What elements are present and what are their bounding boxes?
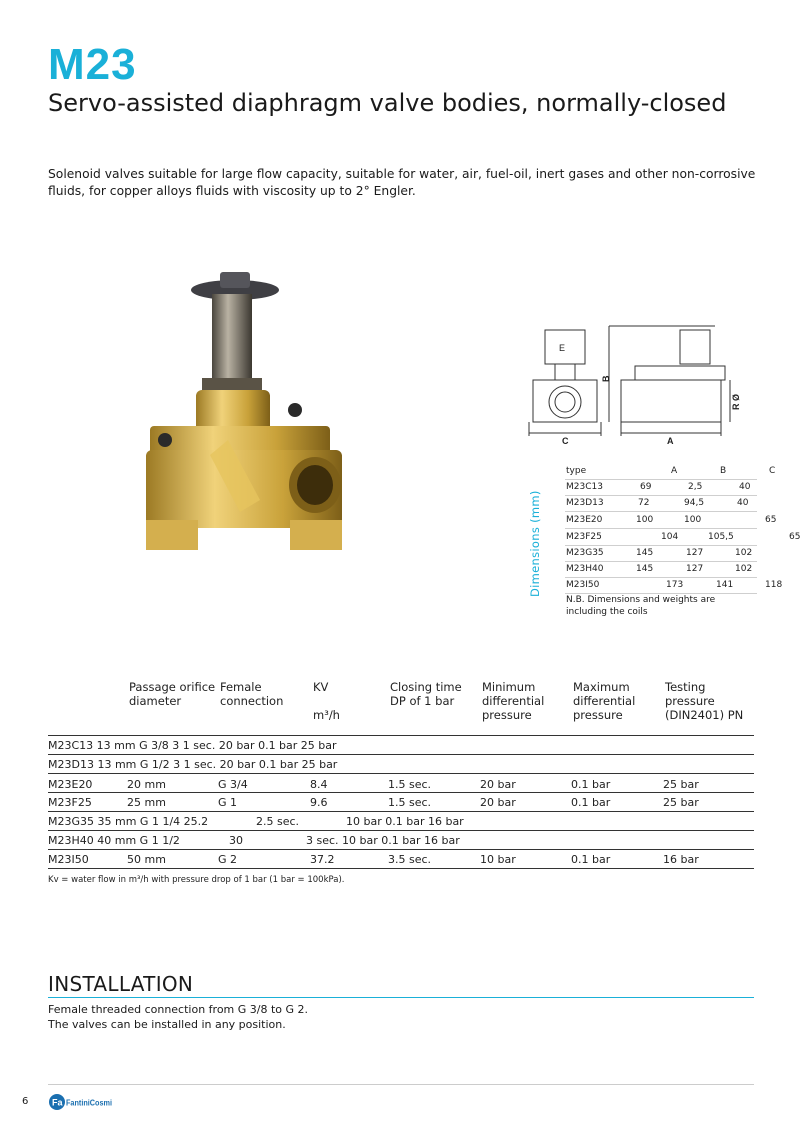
spec-cell-orifice: 50 mm [127,853,166,866]
spec-cell-testing-pressure: 16 bar [663,853,699,866]
spec-header-testing-pressure: Testing pressure (DIN2401) PN [665,680,744,722]
spec-row-rule [48,773,754,774]
dim-row-b: 100 [684,515,702,525]
spec-header-max-pressure: Maximum differential pressure [573,680,636,722]
product-description: Solenoid valves suitable for large flow capacity, suitable for water, air, fuel-oil, inert gases and other non-corrosive fluids, for copper alloys fluids with viscosity up to 2° Engler. [48,167,756,198]
spec-row-rule [48,754,754,755]
dim-row-divider [565,528,757,529]
dim-row-type: M23G35 [566,548,604,558]
spec-cell-max-pressure: 0.1 bar [571,853,611,866]
dim-row-divider [565,545,757,546]
svg-text:FantiniCosmi: FantiniCosmi [66,1098,112,1108]
dim-row-b: 105,5 [708,532,734,542]
kv-footnote: Kv = water flow in m³/h with pressure drop of 1 bar (1 bar = 100kPa). [48,875,345,885]
dim-row-b: 127 [686,548,704,558]
dim-row-b: 94,5 [684,498,705,508]
spec-table-top-rule [48,735,754,736]
dim-row-type: M23I50 [566,580,600,590]
spec-row-merged: M23D13 13 mm G 1/2 3 1 sec. 20 bar 0.1 bar 25 bar [48,758,338,771]
drawing-label-c: C [562,436,569,446]
spec-cell-closing-time: 1.5 sec. [388,778,432,791]
dim-row-a: 173 [666,580,684,590]
spec-header-min-pressure: Minimum differential pressure [482,680,545,722]
dim-row-a: 104 [661,532,679,542]
spec-row-rule [48,792,754,793]
spec-cell-min-pressure: 10 bar [480,853,516,866]
spec-cell-closing-time: 1.5 sec. [388,796,432,809]
spec-cell-orifice: 25 mm [127,796,166,809]
spec-cell-min-pressure: 20 bar [480,796,516,809]
installation-rule [48,997,754,998]
drawing-label-a: A [667,436,674,446]
dim-row-c: 40 [739,482,751,492]
dim-header-type: type [566,466,587,476]
spec-cell-type: M23I50 [48,853,89,866]
spec-header-closing-time: Closing time DP of 1 bar [390,680,462,708]
dim-row-a: 100 [636,515,654,525]
spec-row-part: M23G35 35 mm G 1 1/4 25.2 [48,815,209,828]
valve-photo [110,250,370,580]
dim-row-divider [565,495,757,496]
drawing-label-b: B [601,375,611,382]
dim-row-b: 2,5 [688,482,703,492]
dim-row-c: 65 [789,532,801,542]
dim-row-divider [565,577,757,578]
dim-row-c: 65 [765,515,777,525]
spec-cell-kv: 37.2 [310,853,335,866]
drawing-label-r: R Ø [731,393,741,410]
svg-text:Fa: Fa [52,1097,63,1108]
dim-row-type: M23E20 [566,515,603,525]
spec-cell-connection: G 2 [218,853,238,866]
dim-row-c: 118 [765,580,783,590]
fantinicosmi-logo [48,1093,114,1111]
drawing-label-e: E [559,343,566,353]
spec-row-part: M23H40 40 mm G 1 1/2 [48,834,180,847]
dim-header-c: C [769,466,776,476]
spec-cell-max-pressure: 0.1 bar [571,778,611,791]
spec-cell-orifice: 20 mm [127,778,166,791]
spec-row-part: 10 bar 0.1 bar 16 bar [346,815,464,828]
spec-header-connection: Female connection [220,680,284,708]
dim-row-b: 127 [686,564,704,574]
dim-row-c: 102 [735,564,753,574]
spec-row-part: 2.5 sec. [256,815,300,828]
dim-row-divider [565,561,757,562]
spec-row-merged: M23C13 13 mm G 3/8 3 1 sec. 20 bar 0.1 bar 25 bar [48,739,337,752]
spec-cell-testing-pressure: 25 bar [663,796,699,809]
dim-row-b: 141 [716,580,734,590]
spec-cell-closing-time: 3.5 sec. [388,853,432,866]
page-number: 6 [22,1096,29,1107]
spec-cell-min-pressure: 20 bar [480,778,516,791]
dim-row-divider [565,479,757,480]
spec-row-rule [48,811,754,812]
dim-row-a: 72 [638,498,650,508]
spec-header-kv: KV m³/h [313,680,340,722]
spec-cell-testing-pressure: 25 bar [663,778,699,791]
spec-cell-connection: G 3/4 [218,778,248,791]
dim-row-a: 145 [636,548,654,558]
dim-row-c: 102 [735,548,753,558]
spec-row-rule [48,849,754,850]
dimension-drawing [525,318,765,448]
dim-row-type: M23F25 [566,532,602,542]
dim-row-c: 40 [737,498,749,508]
dim-row-a: 145 [636,564,654,574]
spec-cell-kv: 8.4 [310,778,328,791]
spec-cell-type: M23E20 [48,778,93,791]
product-code: M23 [48,40,137,89]
dim-row-type: M23D13 [566,498,604,508]
dim-header-b: B [720,466,727,476]
page-title: Servo-assisted diaphragm valve bodies, normally-closed [48,89,727,117]
dimensions-note: N.B. Dimensions and weights are including the coils [566,595,716,617]
footer-rule [48,1084,754,1085]
spec-row-rule [48,830,754,831]
spec-cell-connection: G 1 [218,796,238,809]
spec-row-part: 3 sec. 10 bar 0.1 bar 16 bar [306,834,460,847]
dimensions-side-label: Dimensions (mm) [528,490,542,597]
dim-header-a: A [671,466,678,476]
spec-cell-type: M23F25 [48,796,92,809]
dim-row-a: 69 [640,482,652,492]
spec-table-bottom-rule [48,868,754,869]
dim-row-type: M23C13 [566,482,603,492]
installation-line: Female threaded connection from G 3/8 to G 2. [48,1003,309,1016]
spec-cell-max-pressure: 0.1 bar [571,796,611,809]
spec-cell-kv: 9.6 [310,796,328,809]
dim-row-divider [565,511,757,512]
spec-row-part: 30 [229,834,243,847]
spec-header-orifice: Passage orifice diameter [129,680,216,708]
dim-row-type: M23H40 [566,564,604,574]
installation-line: The valves can be installed in any position. [48,1018,286,1031]
installation-heading: INSTALLATION [48,972,194,996]
